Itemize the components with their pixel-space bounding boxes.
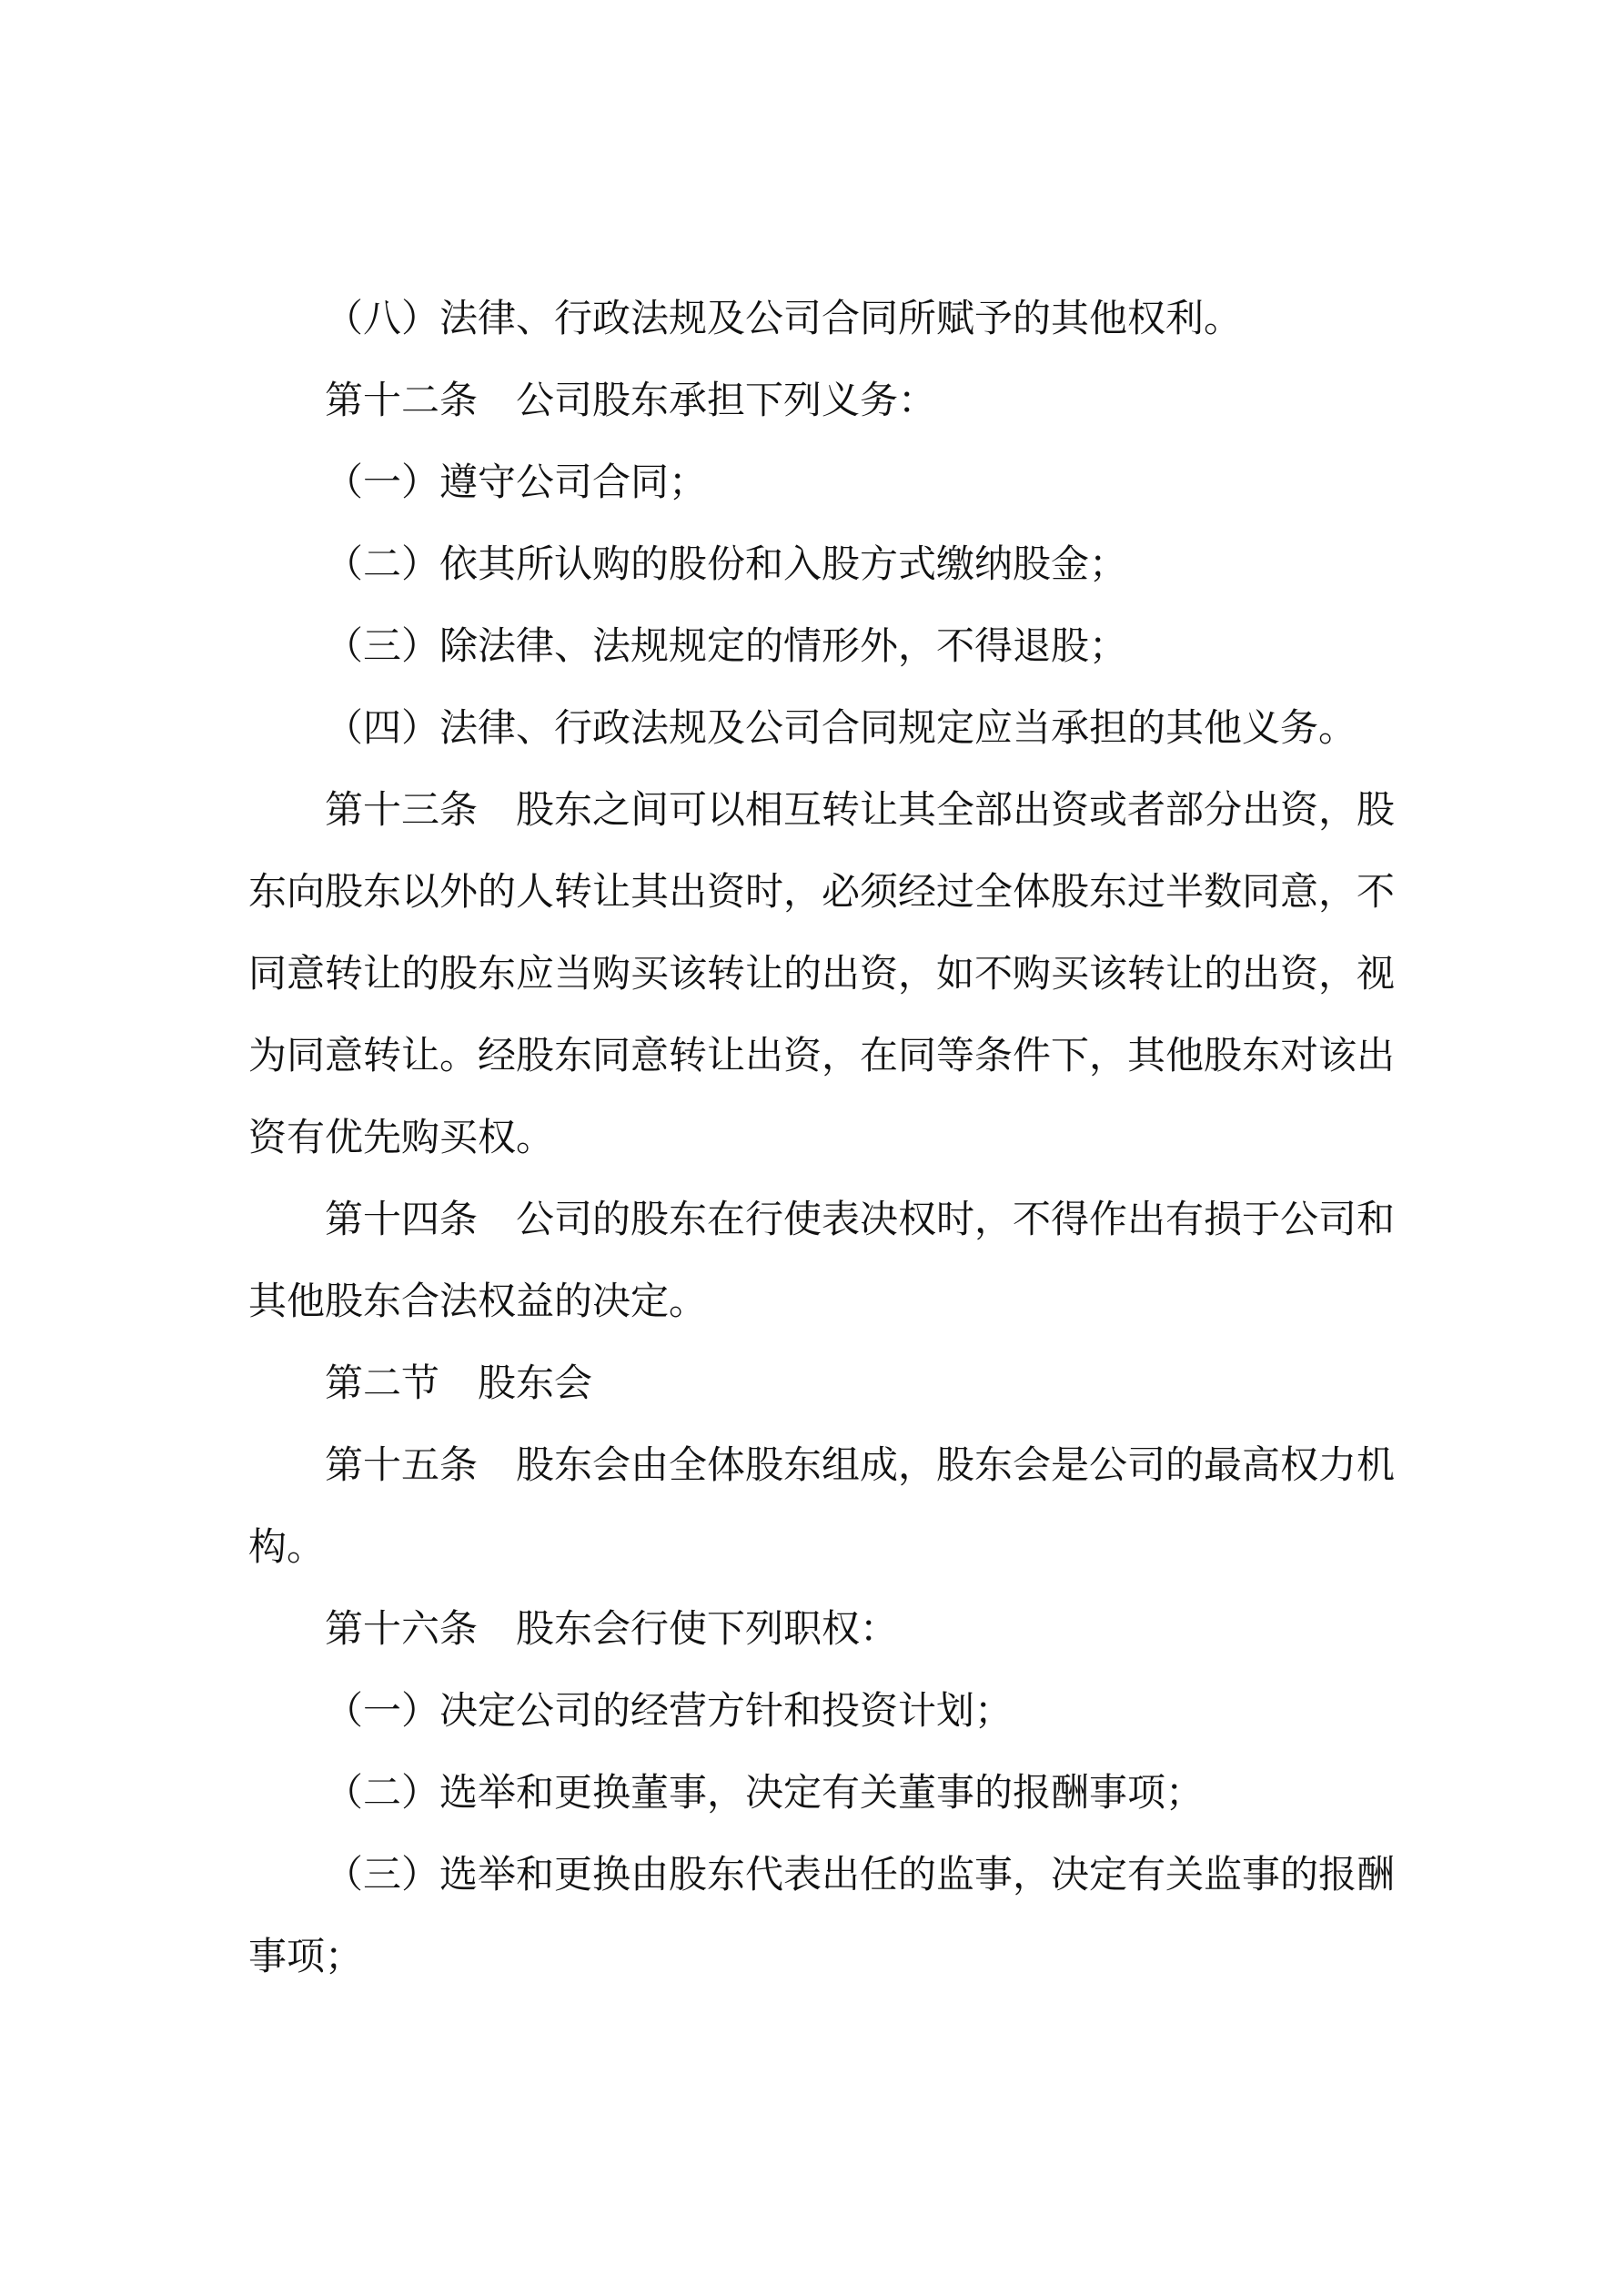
article-15: 第十五条 股东会由全体股东组成，股东会是公司的最高权力机构。 bbox=[248, 1442, 1396, 1569]
obligation-item-4: （四）法律、行政法规及公司合同规定应当承担的其他义务。 bbox=[325, 705, 1357, 750]
obligation-item-2: （二）依其所认购的股份和入股方式缴纳股金； bbox=[325, 541, 1128, 586]
article-12-heading: 第十二条 公司股东承担下列义务： bbox=[325, 378, 937, 422]
paragraph-item-8: （八）法律、行政法规及公司合同所赋予的其他权利。 bbox=[325, 296, 1243, 340]
power-item-1: （一）决定公司的经营方针和投资计划； bbox=[325, 1688, 1014, 1733]
document-body bbox=[248, 278, 1395, 1998]
power-item-2: （二）选举和更换董事，决定有关董事的报酬事项； bbox=[325, 1770, 1205, 1815]
power-item-3: （三）选举和更换由股东代表出任的监事，决定有关监事的报酬事项； bbox=[248, 1852, 1396, 1978]
obligation-item-1: （一）遵守公司合同； bbox=[325, 460, 708, 504]
section-2-heading: 第二节 股东会 bbox=[325, 1360, 593, 1405]
article-14: 第十四条 公司的股东在行使表决权时，不得作出有损于公司和其他股东合法权益的决定。 bbox=[248, 1197, 1396, 1323]
obligation-item-3: （三）除法律、法规规定的情形外，不得退股； bbox=[325, 623, 1128, 668]
article-16-heading: 第十六条 股东会行使下列职权： bbox=[325, 1606, 899, 1651]
article-13: 第十三条 股东之间可以相互转让其全部出资或者部分出资，股东向股东以外的人转让其出资时，必须经过全体股东过半数同意，不同意转让的股东应当购买该转让的出资，如不购买该转让的出资，视为同意转让。经股东同意转让出资，在同等条件下，其他股东对该出资有优先购买权。 bbox=[248, 787, 1396, 1159]
